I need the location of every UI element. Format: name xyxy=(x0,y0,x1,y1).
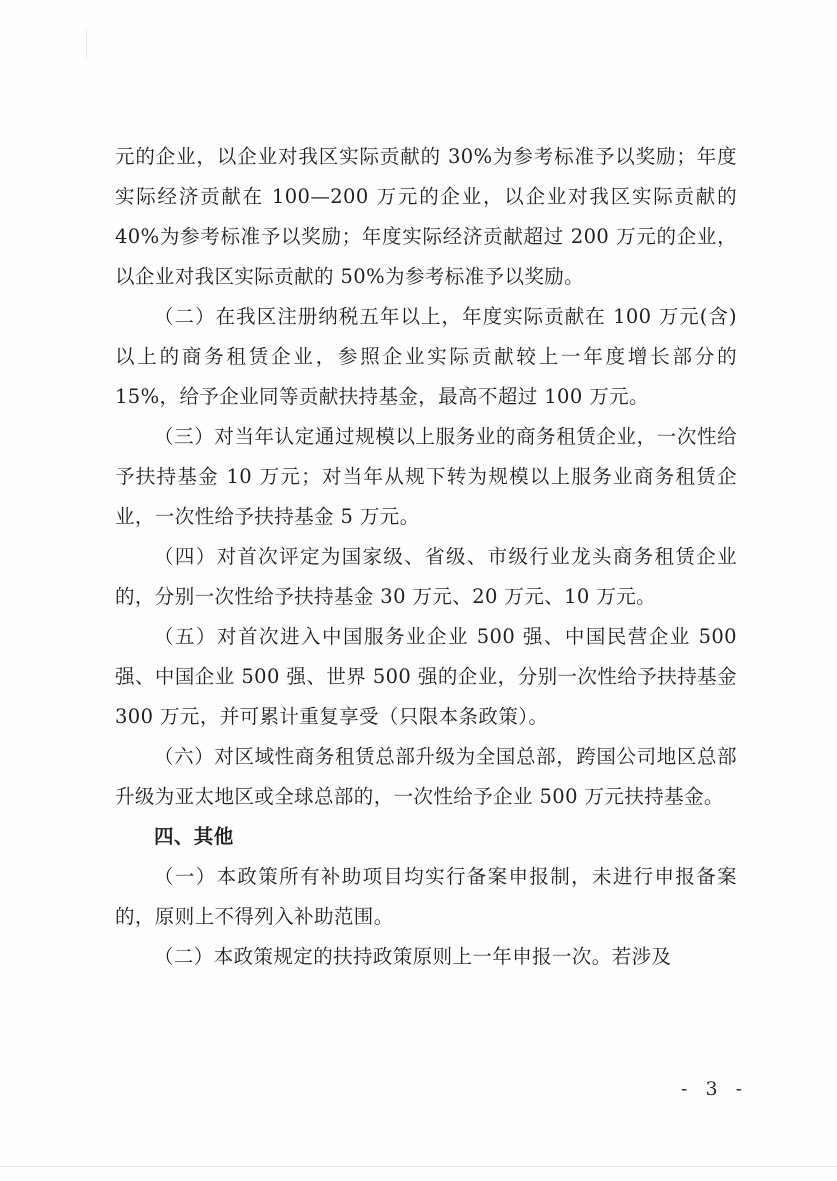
document-body xyxy=(115,137,737,977)
scan-edge-bottom xyxy=(0,1166,837,1167)
page-number: - 3 - xyxy=(681,1078,749,1100)
paragraph-continuation: 元的企业，以企业对我区实际贡献的 30%为参考标准予以奖励；年度实际经济贡献在 100—200 万元的企业，以企业对我区实际贡献的 40%为参考标准予以奖励；年度实际经济贡献超过 200 万元的企业，以企业对我区实际贡献的 50%为参考标准予以奖励。 xyxy=(115,145,737,288)
paragraph-item-6: （六）对区域性商务租赁总部升级为全国总部，跨国公司地区总部升级为亚太地区或全球总部的，一次性给予企业 500 万元扶持基金。 xyxy=(115,745,737,808)
paragraph-item-5: （五）对首次进入中国服务业企业 500 强、中国民营企业 500 强、中国企业 500 强、世界 500 强的企业，分别一次性给予扶持基金 300 万元，并可累计重复享受（只限本条政策）。 xyxy=(115,625,737,728)
scan-edge-mark xyxy=(86,30,87,58)
paragraph-item-2: （二）在我区注册纳税五年以上，年度实际贡献在 100 万元(含)以上的商务租赁企业，参照企业实际贡献较上一年度增长部分的 15%，给予企业同等贡献扶持基金，最高不超过 100 万元。 xyxy=(115,305,737,408)
paragraph-other-1: （一）本政策所有补助项目均实行备案申报制，未进行申报备案的，原则上不得列入补助范围。 xyxy=(115,865,737,928)
section-heading-other: 四、其他 xyxy=(154,825,234,848)
paragraph-item-4: （四）对首次评定为国家级、省级、市级行业龙头商务租赁企业的，分别一次性给予扶持基金 30 万元、20 万元、10 万元。 xyxy=(115,545,737,608)
paragraph-other-2: （二）本政策规定的扶持政策原则上一年申报一次。若涉及 xyxy=(154,945,672,968)
paragraph-item-3: （三）对当年认定通过规模以上服务业的商务租赁企业，一次性给予扶持基金 10 万元；对当年从规下转为规模以上服务业商务租赁企业，一次性给予扶持基金 5 万元。 xyxy=(115,425,737,528)
